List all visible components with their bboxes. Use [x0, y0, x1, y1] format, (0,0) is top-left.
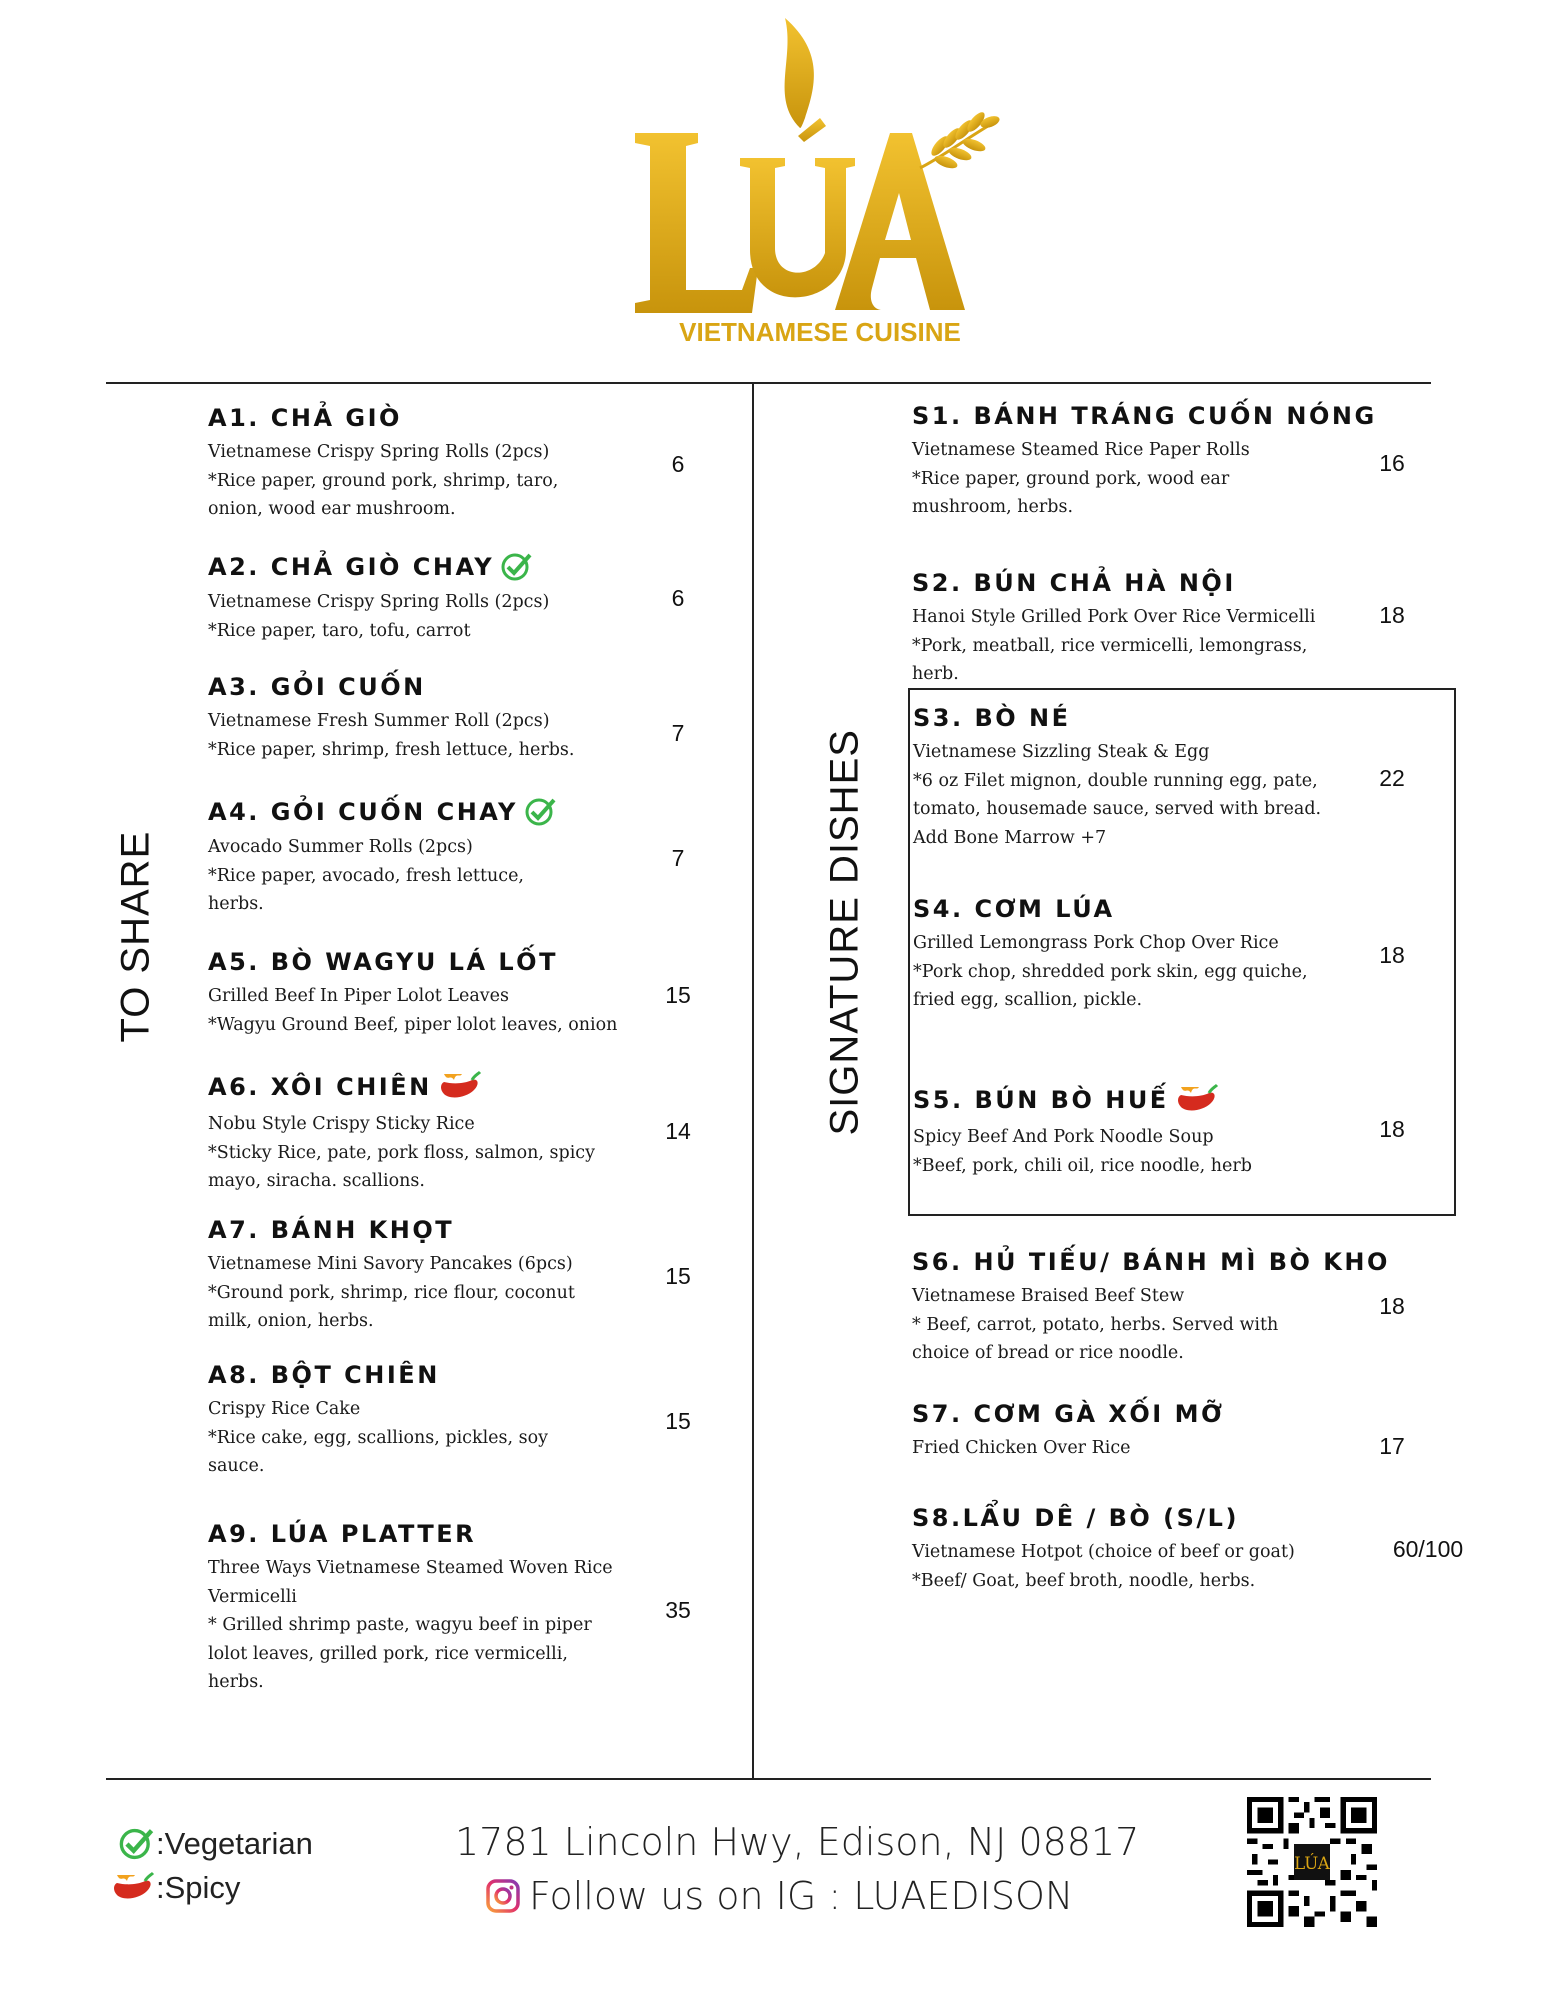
- menu-item-a4: [208, 797, 608, 919]
- menu-item-s5: [913, 1083, 1333, 1180]
- menu-item-a7: [208, 1216, 618, 1336]
- menu-item-s1: [912, 402, 1377, 522]
- item-name: S5. BÚN BÒ HUẾ: [913, 1086, 1169, 1114]
- menu-item-a6: [208, 1070, 608, 1196]
- vegetarian-icon: [118, 1827, 156, 1861]
- footer-instagram[interactable]: Follow us on IG : LUAEDISON: [529, 1874, 1074, 1918]
- footer-instagram-row: [485, 1874, 1073, 1918]
- item-ingredients: *Beef, pork, chili oil, rice noodle, herb: [913, 1155, 1252, 1176]
- item-price: 18: [1379, 942, 1405, 968]
- item-name: A7. BÁNH KHỌT: [208, 1216, 455, 1244]
- item-name: S1. BÁNH TRÁNG CUỐN NÓNG: [912, 402, 1377, 430]
- logo-letter-u: [740, 158, 855, 297]
- chili-icon: [110, 1871, 156, 1905]
- legend-spicy: [110, 1870, 240, 1906]
- bottom-divider: [106, 1778, 1431, 1780]
- vegetarian-icon: [524, 797, 558, 827]
- item-price: 15: [665, 982, 691, 1008]
- chili-icon: [1175, 1083, 1219, 1117]
- legend-vegetarian-label: :Vegetarian: [156, 1826, 313, 1861]
- item-name: A4. GỎI CUỐN CHAY: [208, 798, 518, 826]
- item-desc: Vietnamese Fresh Summer Roll (2pcs): [208, 711, 550, 731]
- brand-subtitle: VIETNAMESE CUISINE: [679, 317, 961, 347]
- item-name: A5. BÒ WAGYU LÁ LỐT: [208, 948, 558, 976]
- section-label-signature: SIGNATURE DISHES: [822, 729, 867, 1136]
- item-desc: Nobu Style Crispy Sticky Rice: [208, 1114, 475, 1134]
- menu-item-a5: [208, 948, 628, 1039]
- menu-item-a1: [208, 404, 608, 524]
- menu-item-s2: [912, 569, 1352, 689]
- item-name: A8. BỘT CHIÊN: [208, 1361, 440, 1389]
- menu-item-a2: [208, 552, 628, 645]
- item-name: A9. LÚA PLATTER: [208, 1520, 477, 1548]
- footer-address: 1781 Lincoln Hwy, Edison, NJ 08817: [455, 1820, 1140, 1864]
- chili-icon: [438, 1070, 482, 1104]
- rice-stalk-icon: [920, 110, 1001, 171]
- item-ingredients: * Beef, carrot, potato, herbs. Served with choice of bread or rice noodle.: [912, 1314, 1279, 1363]
- item-ingredients: *Rice paper, taro, tofu, carrot: [208, 620, 471, 641]
- item-desc: Avocado Summer Rolls (2pcs): [208, 837, 473, 857]
- qr-code[interactable]: [1247, 1797, 1377, 1927]
- item-price: 6: [671, 585, 685, 611]
- item-desc: Crispy Rice Cake: [208, 1399, 361, 1419]
- item-desc: Grilled Beef In Piper Lolot Leaves: [208, 986, 509, 1006]
- item-price: 16: [1379, 450, 1405, 476]
- item-ingredients: *Pork, meatball, rice vermicelli, lemongrass, herb.: [912, 635, 1308, 684]
- svg-text:LÚA: LÚA: [1294, 1853, 1330, 1873]
- menu-item-s4: [913, 895, 1323, 1015]
- item-desc: Fried Chicken Over Rice: [912, 1438, 1131, 1458]
- menu-item-s6: [912, 1248, 1390, 1368]
- item-name: S8.LẨU DÊ / BÒ (S/L): [912, 1504, 1239, 1532]
- item-desc: Vietnamese Crispy Spring Rolls (2pcs): [208, 592, 550, 612]
- item-desc: Hanoi Style Grilled Pork Over Rice Vermicelli: [912, 607, 1316, 627]
- item-ingredients: *Rice paper, avocado, fresh lettuce, herbs.: [208, 865, 524, 914]
- menu-item-s7: [912, 1400, 1332, 1463]
- item-price: 7: [671, 720, 685, 746]
- item-desc: Vietnamese Sizzling Steak & Egg: [913, 742, 1210, 762]
- item-desc: Vietnamese Braised Beef Stew: [912, 1286, 1185, 1306]
- item-ingredients: *Rice paper, ground pork, shrimp, taro, onion, wood ear mushroom.: [208, 470, 559, 519]
- column-divider: [752, 382, 754, 1780]
- item-ingredients: *Wagyu Ground Beef, piper lolot leaves, onion: [208, 1014, 618, 1035]
- item-price: 18: [1379, 1116, 1405, 1142]
- item-desc: Vietnamese Mini Savory Pancakes (6pcs): [208, 1254, 573, 1274]
- item-ingredients: *Rice cake, egg, scallions, pickles, soy sauce.: [208, 1427, 549, 1476]
- item-desc: Vietnamese Steamed Rice Paper Rolls: [912, 440, 1250, 460]
- item-price: 35: [665, 1597, 691, 1623]
- lua-logo: [620, 18, 1020, 358]
- legend-spicy-label: :Spicy: [156, 1870, 241, 1905]
- item-ingredients: *Pork chop, shredded pork skin, egg quiche, fried egg, scallion, pickle.: [913, 961, 1308, 1010]
- flame-icon: [785, 18, 814, 128]
- item-desc: Grilled Lemongrass Pork Chop Over Rice: [913, 933, 1279, 953]
- menu-item-a3: [208, 673, 608, 764]
- item-desc: Vietnamese Crispy Spring Rolls (2pcs): [208, 442, 550, 462]
- item-price: 17: [1379, 1433, 1405, 1459]
- item-desc: Three Ways Vietnamese Steamed Woven Rice Vermicelli: [208, 1558, 613, 1607]
- item-name: S6. HỦ TIẾU/ BÁNH MÌ BÒ KHO: [912, 1248, 1390, 1276]
- vegetarian-icon: [500, 552, 534, 582]
- top-divider: [106, 382, 1431, 384]
- item-name: S2. BÚN CHẢ HÀ NỘI: [912, 569, 1236, 597]
- item-price: 7: [671, 845, 685, 871]
- item-ingredients: *Rice paper, shrimp, fresh lettuce, herbs.: [208, 739, 575, 760]
- item-addon: Add Bone Marrow +7: [913, 827, 1107, 848]
- item-name: S3. BÒ NÉ: [913, 704, 1071, 732]
- item-name: A3. GỎI CUỐN: [208, 673, 426, 701]
- legend-vegetarian: [118, 1826, 313, 1862]
- item-price: 60/100: [1392, 1536, 1464, 1562]
- logo-letter-l: [635, 133, 758, 313]
- item-price: 18: [1379, 602, 1405, 628]
- item-price: 18: [1379, 1293, 1405, 1319]
- item-price: 6: [671, 451, 685, 477]
- menu-item-s3: [913, 704, 1323, 852]
- item-name: A1. CHẢ GIÒ: [208, 404, 402, 432]
- item-name: S7. CƠM GÀ XỐI MỠ: [912, 1400, 1225, 1428]
- section-label-to-share: TO SHARE: [113, 830, 158, 1043]
- item-desc: Vietnamese Hotpot (choice of beef or goat): [912, 1542, 1295, 1562]
- item-ingredients: *Ground pork, shrimp, rice flour, coconut milk, onion, herbs.: [208, 1282, 575, 1331]
- item-name: A2. CHẢ GIÒ CHAY: [208, 553, 495, 581]
- item-ingredients: *6 oz Filet mignon, double running egg, pate, tomato, housemade sauce, served with bread.: [913, 770, 1322, 819]
- item-desc: Spicy Beef And Pork Noodle Soup: [913, 1127, 1214, 1147]
- menu-item-s8: [912, 1504, 1352, 1595]
- item-ingredients: *Beef/ Goat, beef broth, noodle, herbs.: [912, 1570, 1256, 1591]
- item-name: A6. XÔI CHIÊN: [208, 1073, 432, 1101]
- menu-item-a8: [208, 1361, 608, 1481]
- instagram-icon[interactable]: [485, 1878, 521, 1914]
- item-price: 15: [665, 1408, 691, 1434]
- item-ingredients: *Sticky Rice, pate, pork floss, salmon, spicy mayo, siracha. scallions.: [208, 1142, 595, 1191]
- item-price: 15: [665, 1263, 691, 1289]
- menu-item-a9: [208, 1520, 618, 1697]
- item-name: S4. CƠM LÚA: [913, 895, 1115, 923]
- item-price: 22: [1379, 765, 1405, 791]
- item-ingredients: *Rice paper, ground pork, wood ear mushroom, herbs.: [912, 468, 1230, 517]
- item-ingredients: * Grilled shrimp paste, wagyu beef in piper lolot leaves, grilled pork, rice vermicelli, herbs.: [208, 1615, 592, 1692]
- item-price: 14: [665, 1118, 691, 1144]
